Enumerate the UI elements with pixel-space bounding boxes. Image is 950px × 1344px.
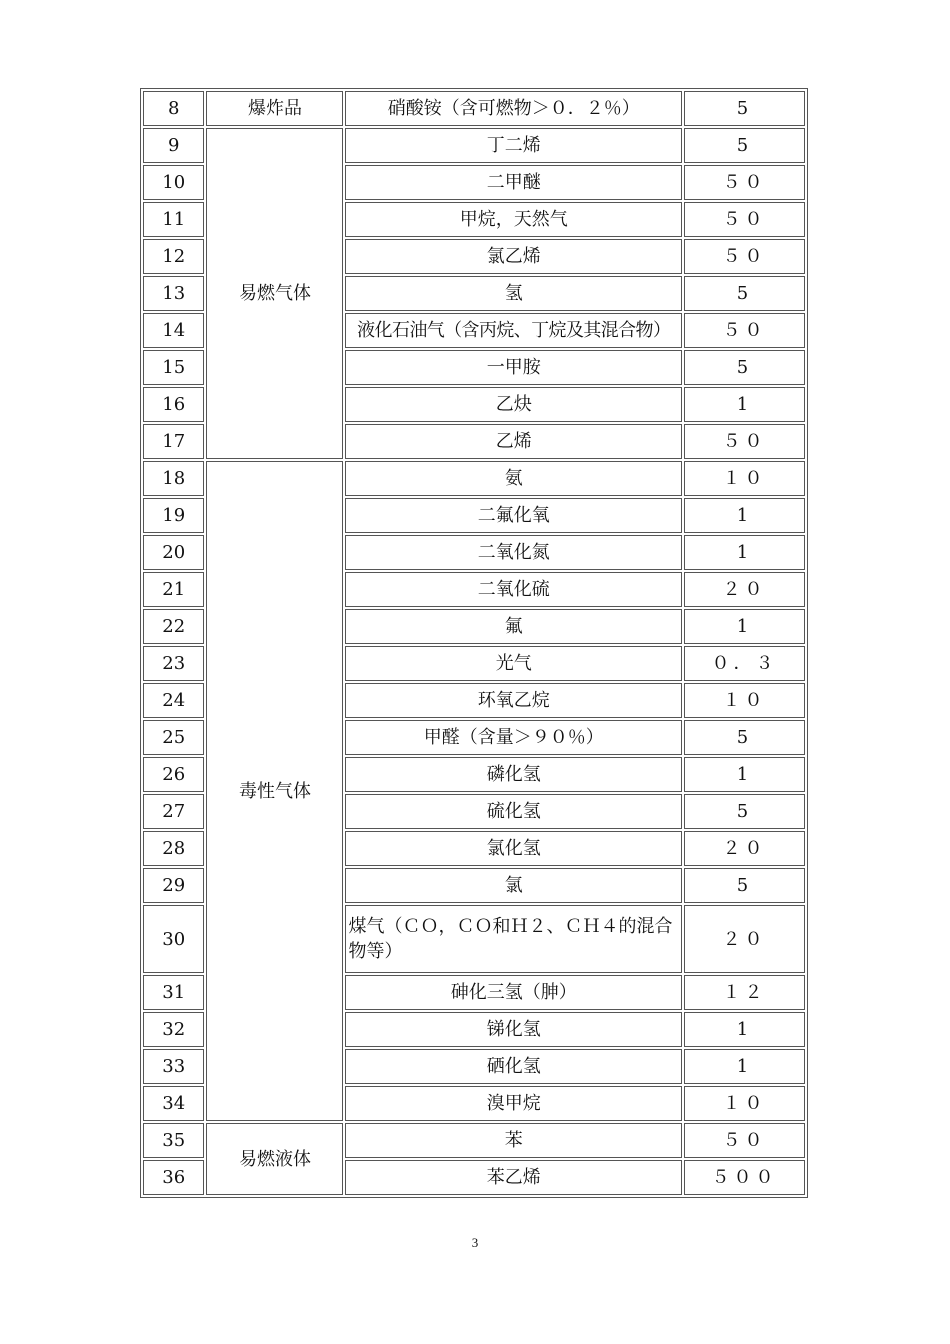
row-number: 22 — [143, 609, 204, 644]
threshold-quantity: 1 — [684, 757, 805, 792]
substance-name: 环氧乙烷 — [345, 683, 682, 718]
threshold-quantity: 5 — [684, 868, 805, 903]
substance-name: 氯乙烯 — [345, 239, 682, 274]
substance-name: 甲醛（含量＞９０％） — [345, 720, 682, 755]
row-number: 8 — [143, 91, 204, 126]
table-row — [143, 91, 805, 126]
substance-name: 丁二烯 — [345, 128, 682, 163]
row-number: 33 — [143, 1049, 204, 1084]
category-cell: 毒性气体 — [206, 461, 343, 1121]
substance-name: 磷化氢 — [345, 757, 682, 792]
row-number: 27 — [143, 794, 204, 829]
row-number: 29 — [143, 868, 204, 903]
threshold-quantity: 5 — [684, 350, 805, 385]
row-number: 28 — [143, 831, 204, 866]
substance-name: 煤气（ＣＯ，ＣＯ和Ｈ２、ＣＨ４的混合物等） — [345, 905, 682, 973]
substance-name: 溴甲烷 — [345, 1086, 682, 1121]
threshold-quantity: ５０ — [684, 239, 805, 274]
row-number: 36 — [143, 1160, 204, 1195]
substance-name: 氨 — [345, 461, 682, 496]
substance-name: 氯 — [345, 868, 682, 903]
row-number: 21 — [143, 572, 204, 607]
substance-name: 二甲醚 — [345, 165, 682, 200]
row-number: 18 — [143, 461, 204, 496]
threshold-quantity: ５０ — [684, 424, 805, 459]
hazardous-substances-table — [140, 88, 808, 1198]
substance-name: 硝酸铵（含可燃物＞０．２％） — [345, 91, 682, 126]
category-cell: 爆炸品 — [206, 91, 343, 126]
threshold-quantity: 5 — [684, 128, 805, 163]
threshold-quantity: 5 — [684, 91, 805, 126]
threshold-quantity: ５０ — [684, 313, 805, 348]
row-number: 35 — [143, 1123, 204, 1158]
page-number: 3 — [471, 1235, 479, 1250]
row-number: 16 — [143, 387, 204, 422]
substance-name: 苯 — [345, 1123, 682, 1158]
threshold-quantity: １２ — [684, 975, 805, 1010]
threshold-quantity: ０．３ — [684, 646, 805, 681]
row-number: 34 — [143, 1086, 204, 1121]
threshold-quantity: ５０ — [684, 1123, 805, 1158]
row-number: 9 — [143, 128, 204, 163]
threshold-quantity: 1 — [684, 535, 805, 570]
substance-name: 二氧化氮 — [345, 535, 682, 570]
row-number: 19 — [143, 498, 204, 533]
threshold-quantity: １０ — [684, 683, 805, 718]
threshold-quantity: １０ — [684, 461, 805, 496]
threshold-quantity: ５０ — [684, 165, 805, 200]
substance-name: 乙烯 — [345, 424, 682, 459]
row-number: 13 — [143, 276, 204, 311]
category-cell: 易燃液体 — [206, 1123, 343, 1195]
row-number: 31 — [143, 975, 204, 1010]
substance-name: 氟 — [345, 609, 682, 644]
substance-name: 氢 — [345, 276, 682, 311]
substance-name: 光气 — [345, 646, 682, 681]
row-number: 23 — [143, 646, 204, 681]
table-row — [143, 128, 805, 163]
substance-name: 氯化氢 — [345, 831, 682, 866]
substance-name: 硫化氢 — [345, 794, 682, 829]
threshold-quantity: ５０ — [684, 202, 805, 237]
row-number: 25 — [143, 720, 204, 755]
threshold-quantity: 1 — [684, 609, 805, 644]
threshold-quantity: ２０ — [684, 905, 805, 973]
category-cell: 易燃气体 — [206, 128, 343, 459]
threshold-quantity: １０ — [684, 1086, 805, 1121]
substance-name: 锑化氢 — [345, 1012, 682, 1047]
row-number: 15 — [143, 350, 204, 385]
table-row — [143, 461, 805, 496]
row-number: 30 — [143, 905, 204, 973]
substance-name: 二氟化氧 — [345, 498, 682, 533]
substance-name: 乙炔 — [345, 387, 682, 422]
row-number: 20 — [143, 535, 204, 570]
threshold-quantity: 1 — [684, 1012, 805, 1047]
threshold-quantity: 5 — [684, 794, 805, 829]
table-row — [143, 1123, 805, 1158]
substance-name: 甲烷，天然气 — [345, 202, 682, 237]
substance-name: 苯乙烯 — [345, 1160, 682, 1195]
row-number: 17 — [143, 424, 204, 459]
substance-name: 液化石油气（含丙烷、丁烷及其混合物） — [345, 313, 682, 348]
row-number: 11 — [143, 202, 204, 237]
threshold-quantity: 1 — [684, 498, 805, 533]
threshold-quantity: 1 — [684, 1049, 805, 1084]
row-number: 24 — [143, 683, 204, 718]
row-number: 10 — [143, 165, 204, 200]
threshold-quantity: ２０ — [684, 831, 805, 866]
threshold-quantity: 1 — [684, 387, 805, 422]
threshold-quantity: 5 — [684, 720, 805, 755]
threshold-quantity: ５００ — [684, 1160, 805, 1195]
threshold-quantity: ２０ — [684, 572, 805, 607]
threshold-quantity: 5 — [684, 276, 805, 311]
row-number: 32 — [143, 1012, 204, 1047]
substance-name: 二氧化硫 — [345, 572, 682, 607]
row-number: 26 — [143, 757, 204, 792]
row-number: 14 — [143, 313, 204, 348]
substance-name: 硒化氢 — [345, 1049, 682, 1084]
substance-name: 一甲胺 — [345, 350, 682, 385]
substance-name: 砷化三氢（胂） — [345, 975, 682, 1010]
row-number: 12 — [143, 239, 204, 274]
